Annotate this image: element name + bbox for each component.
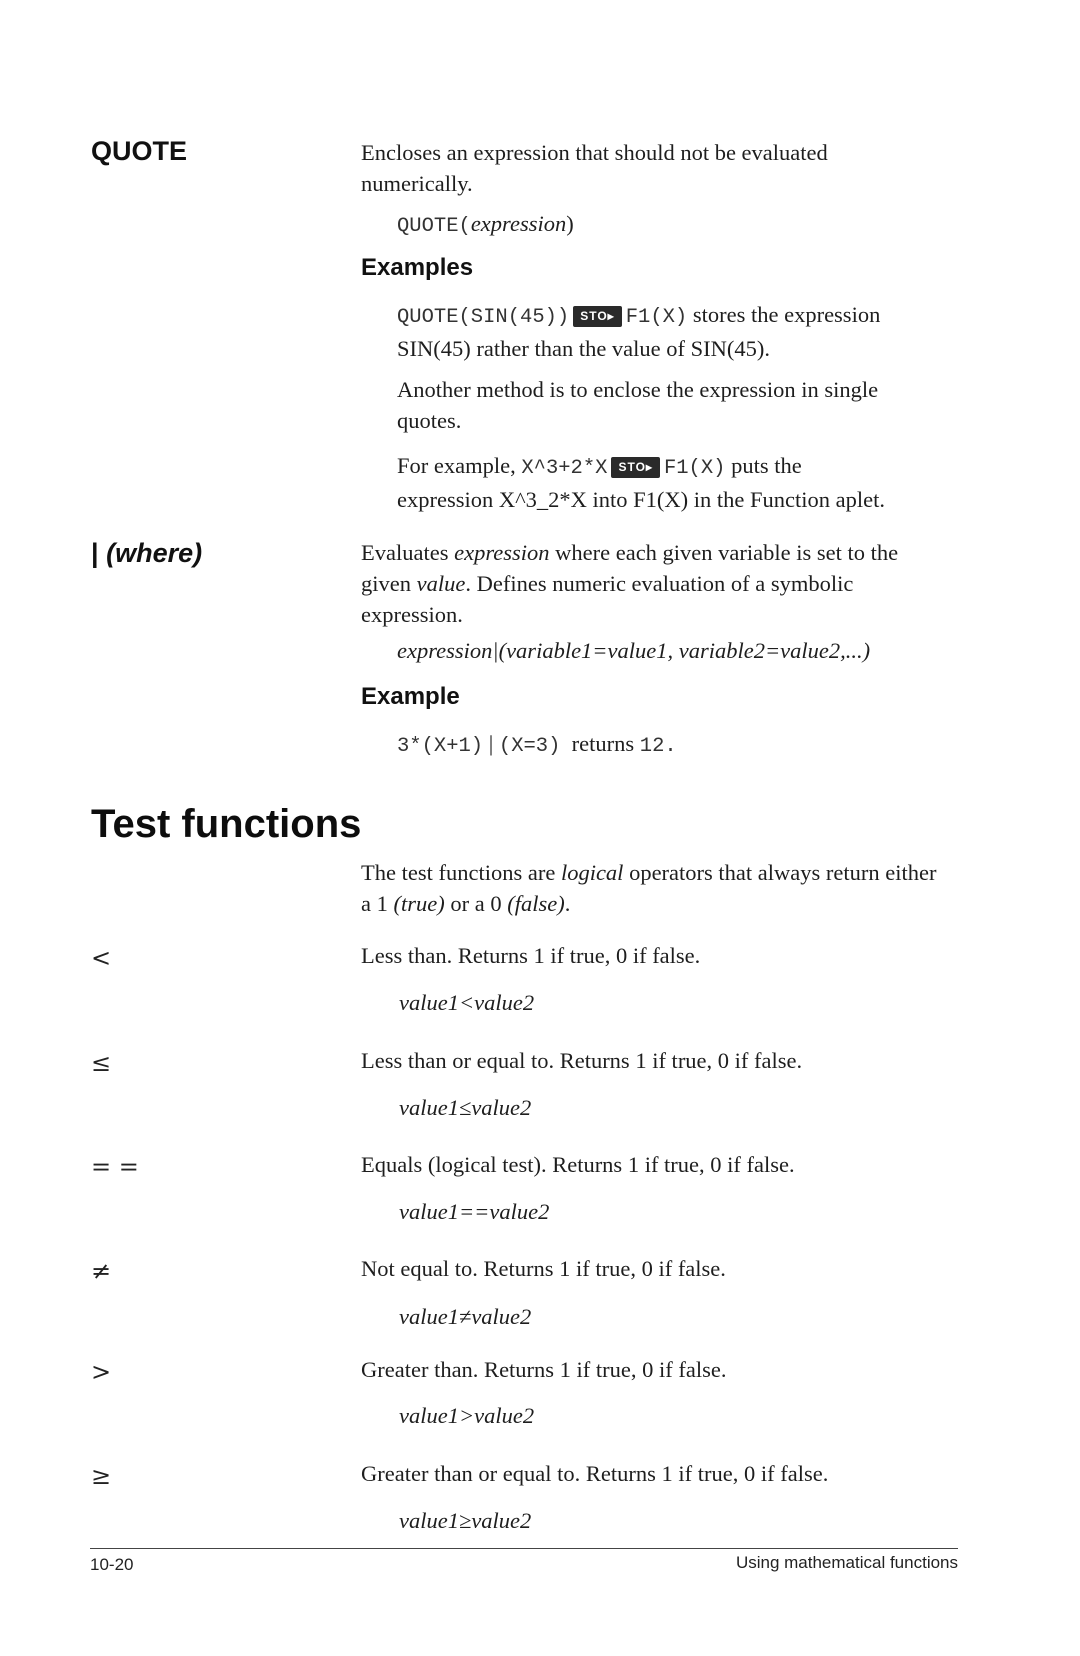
where-desc-expression: expression xyxy=(454,540,550,565)
footer-page-number: 10-20 xyxy=(90,1555,134,1574)
where-desc-1: Evaluates xyxy=(361,540,449,565)
quote-ex1-code2: F1(X) xyxy=(625,306,688,329)
where-term-symbol: | xyxy=(91,538,99,568)
quote-ex1-text-a: stores the expression xyxy=(692,302,881,327)
test-functions-heading: Test functions xyxy=(91,802,362,846)
quote-syntax xyxy=(397,208,574,242)
where-ex-text: returns xyxy=(571,731,635,756)
test-desc-greater-equal: Greater than or equal to. Returns 1 if true, 0 if false. xyxy=(361,1461,829,1486)
test-desc-less-than: Less than. Returns 1 if true, 0 if false. xyxy=(361,943,701,968)
test-functions-intro xyxy=(361,857,941,919)
test-desc-greater-than: Greater than. Returns 1 if true, 0 if false. xyxy=(361,1357,727,1382)
test-syntax-greater-than: value1>value2 xyxy=(399,1403,535,1428)
intro-logical: logical xyxy=(560,860,624,885)
quote-description: Encloses an expression that should not be evaluated numerically. xyxy=(361,140,828,196)
test-symbol-less-than: < xyxy=(91,944,112,972)
test-symbol-not-equal: ≠ xyxy=(91,1257,112,1285)
test-symbol-greater-than: > xyxy=(91,1358,112,1386)
sto-key-icon: STO▸ xyxy=(611,457,659,478)
quote-ex1-text-b: SIN(45) rather than the value of SIN(45). xyxy=(397,336,771,361)
where-term-word: (where) xyxy=(106,538,203,568)
test-syntax-greater-equal: value1≥value2 xyxy=(399,1508,532,1533)
intro-2: operators that always return either a 1 xyxy=(361,860,937,916)
quote-examples-heading: Examples xyxy=(361,254,474,281)
quote-syntax-close: ) xyxy=(566,211,574,236)
test-syntax-not-equal: value1≠value2 xyxy=(399,1304,532,1329)
quote-term: QUOTE xyxy=(91,136,188,166)
sto-key-icon: STO▸ xyxy=(573,306,621,327)
where-example-heading: Example xyxy=(361,683,460,710)
where-example xyxy=(397,728,677,762)
quote-ex3-text-b: expression X^3_2*X into F1(X) in the Function aplet. xyxy=(397,487,886,512)
intro-4: . xyxy=(564,891,571,916)
test-symbol-equals: = = xyxy=(91,1153,139,1181)
test-desc-not-equal: Not equal to. Returns 1 if true, 0 if false. xyxy=(361,1256,726,1281)
where-term xyxy=(91,538,202,569)
where-desc-3: . Defines numeric evaluation of a symbolic expression. xyxy=(361,571,854,627)
quote-ex3-text-a: puts the xyxy=(731,453,802,478)
test-symbol-greater-equal: ≥ xyxy=(91,1462,112,1490)
test-syntax-equals: value1==value2 xyxy=(399,1199,550,1224)
intro-1: The test functions are xyxy=(361,860,556,885)
test-desc-less-equal: Less than or equal to. Returns 1 if true, 0 if false. xyxy=(361,1048,803,1073)
quote-ex3-code2: F1(X) xyxy=(663,457,726,480)
quote-ex3-prefix: For example, xyxy=(397,453,516,478)
quote-syntax-arg: expression xyxy=(470,211,567,236)
quote-ex3-code: X^3+2*X xyxy=(521,457,608,480)
intro-false: (false) xyxy=(507,891,565,916)
where-desc-2: where each given variable is set to the given xyxy=(361,540,899,596)
test-symbol-less-equal: ≤ xyxy=(91,1049,112,1077)
quote-example-2: Another method is to enclose the expression in single quotes. xyxy=(397,377,879,433)
where-ex-code2: (X=3) xyxy=(498,735,561,758)
test-syntax-less-than: value1<value2 xyxy=(399,990,535,1015)
where-desc-value: value xyxy=(416,571,466,596)
quote-ex1-code: QUOTE(SIN(45)) xyxy=(397,306,570,329)
test-desc-equals: Equals (logical test). Returns 1 if true, 0 if false. xyxy=(361,1152,795,1177)
intro-3: or a 0 xyxy=(450,891,502,916)
quote-example-1 xyxy=(397,299,977,364)
where-syntax: expression|(variable1=value1, variable2=value2,...) xyxy=(397,638,871,663)
intro-true: (true) xyxy=(393,891,445,916)
test-syntax-less-equal: value1≤value2 xyxy=(399,1095,532,1120)
where-description xyxy=(361,537,941,630)
where-ex-code: 3*(X+1) xyxy=(397,735,484,758)
where-ex-result: 12. xyxy=(639,735,677,758)
footer-rule xyxy=(90,1548,958,1549)
footer-section-title: Using mathematical functions xyxy=(735,1553,958,1572)
quote-example-3 xyxy=(397,450,977,515)
quote-syntax-func: QUOTE( xyxy=(397,215,471,238)
where-ex-bar: | xyxy=(488,731,494,756)
